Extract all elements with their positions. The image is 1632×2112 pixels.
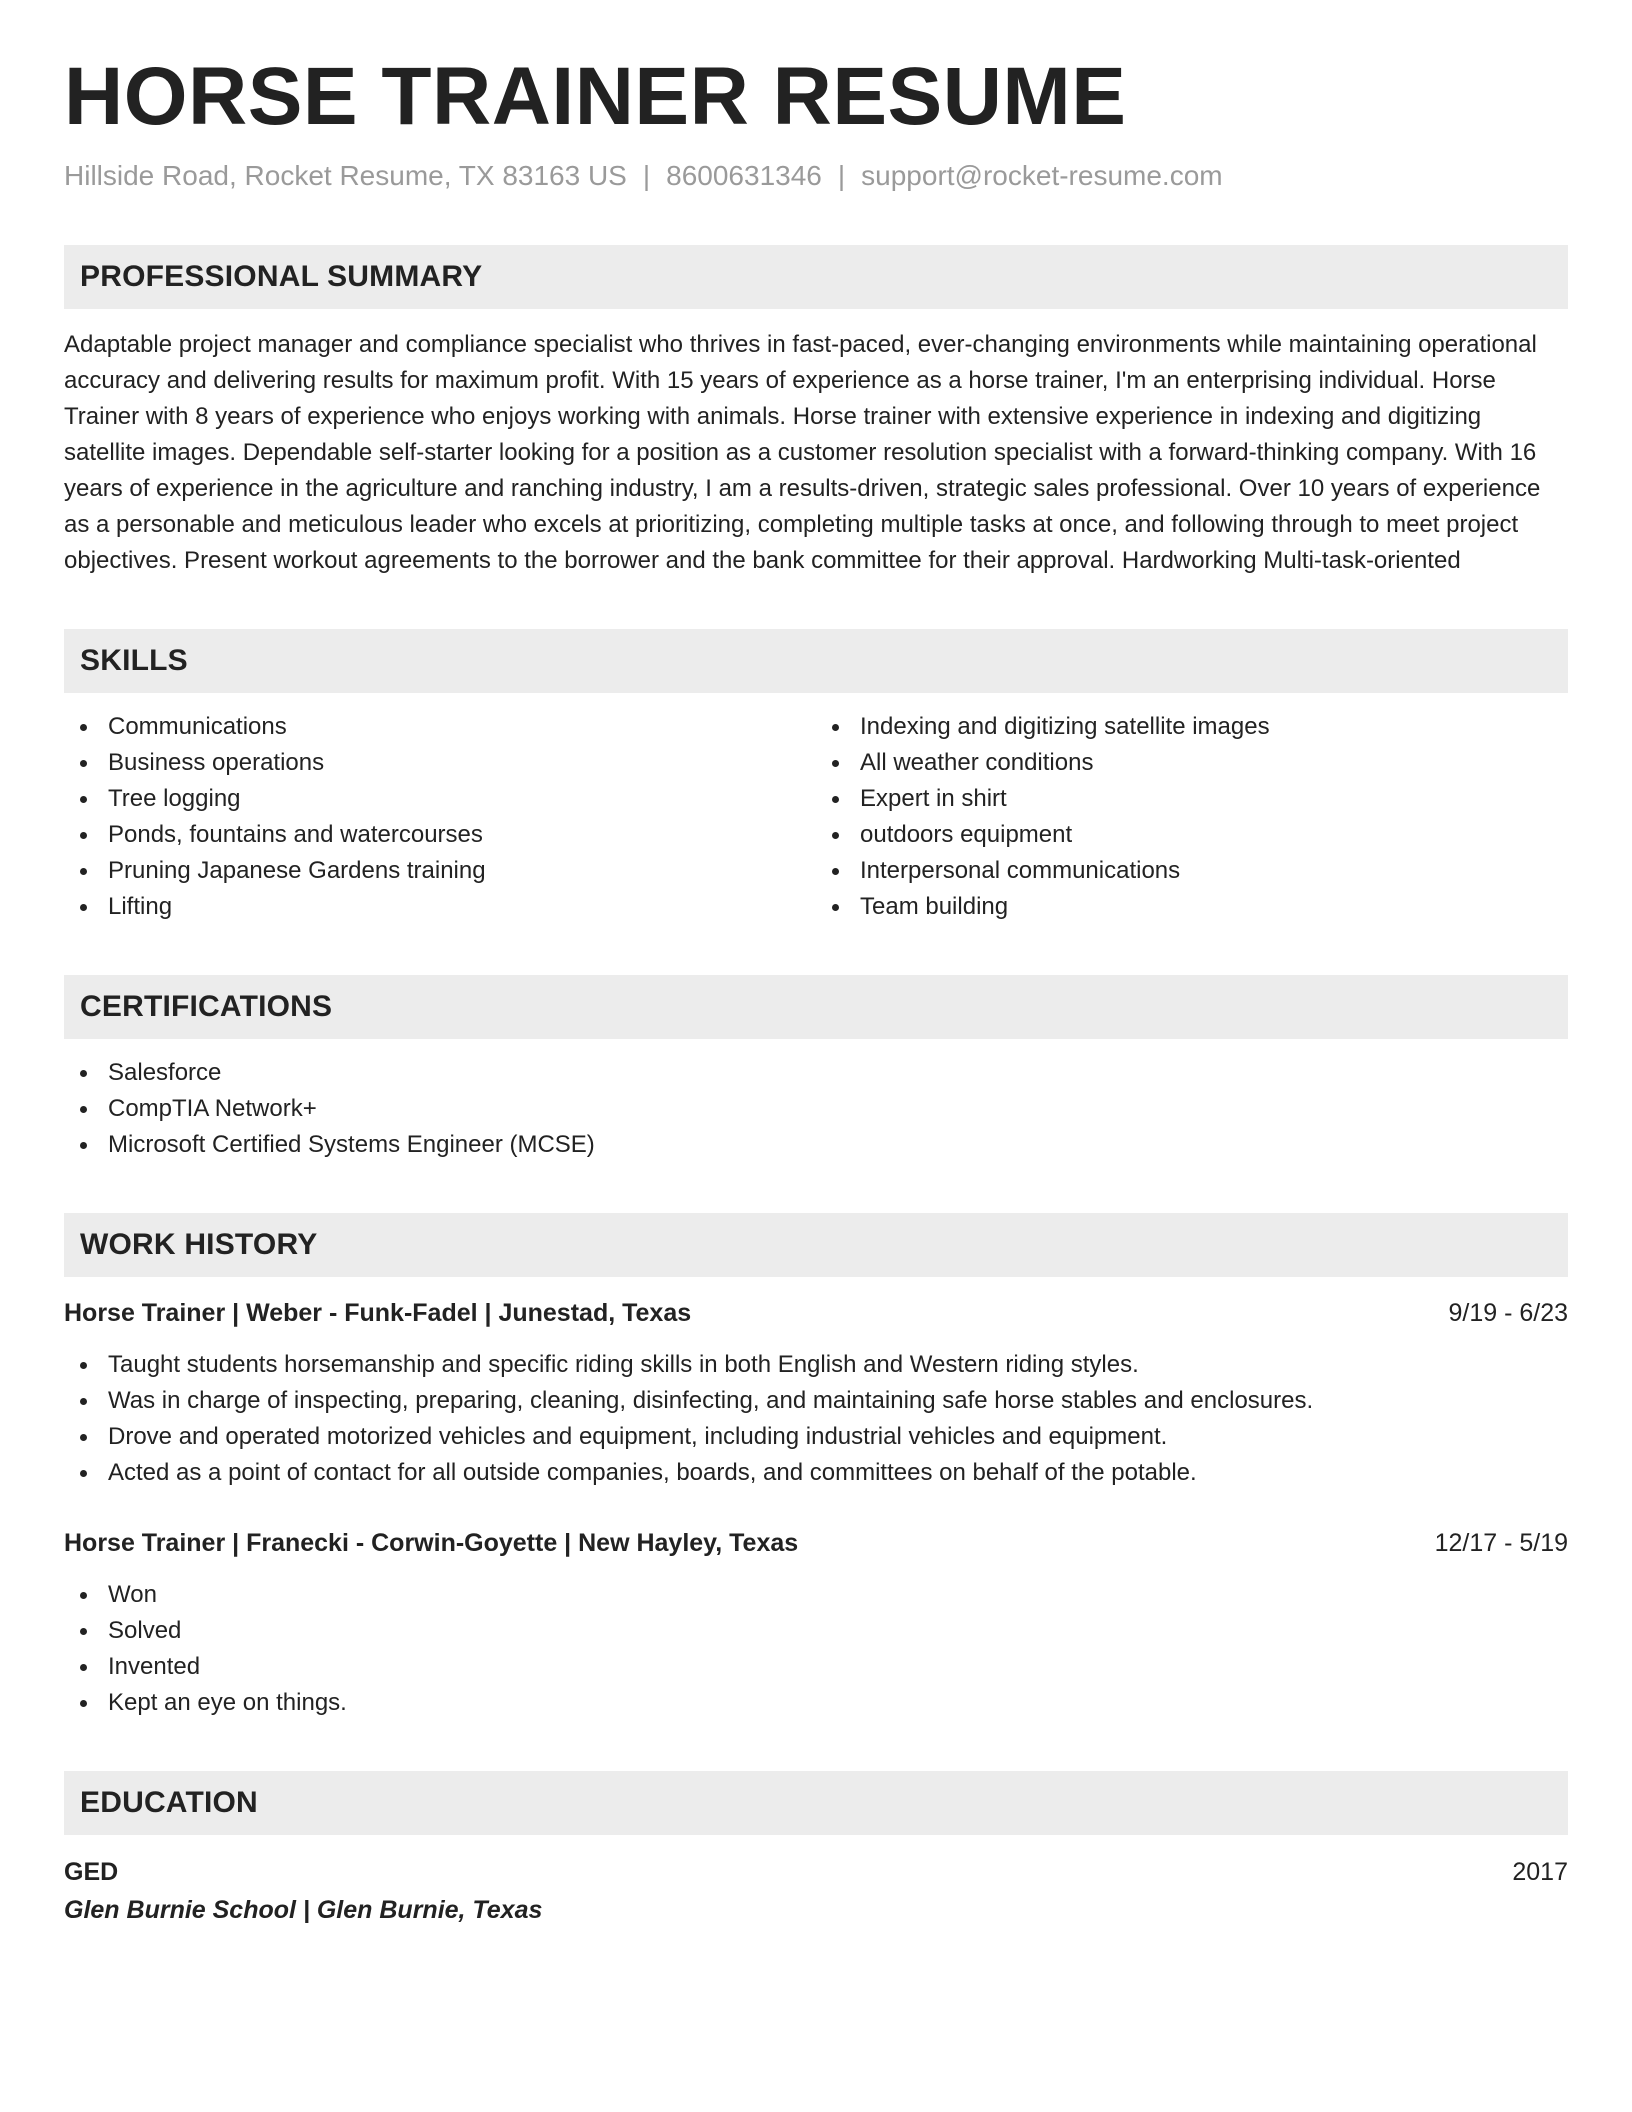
education-degree: GED (64, 1857, 119, 1886)
education-header (64, 1853, 1568, 1891)
contact-separator: | (837, 160, 846, 192)
skills-heading: SKILLS (80, 643, 188, 677)
contact-email: support@rocket-resume.com (861, 160, 1223, 192)
job-entry (64, 1295, 1568, 1491)
job-header (64, 1525, 1568, 1561)
education-section-header (64, 1771, 1568, 1835)
education-heading: EDUCATION (80, 1785, 258, 1819)
skills-column-left (64, 709, 816, 925)
education-school: Glen Burnie School | Glen Burnie, Texas (64, 1895, 543, 1924)
job-bullet: Drove and operated motorized vehicles and equipment, including industrial vehicles and equipment. (64, 1419, 1568, 1455)
job-dates: 12/17 - 5/19 (1434, 1528, 1568, 1557)
skill-item: Interpersonal communications (816, 853, 1568, 889)
skill-item: Expert in shirt (816, 781, 1568, 817)
job-bullet: Acted as a point of contact for all outside companies, boards, and committees on behalf of the potable. (64, 1455, 1568, 1491)
contact-phone: 8600631346 (666, 160, 822, 192)
contact-line (64, 158, 1568, 194)
skill-item: Ponds, fountains and watercourses (64, 817, 816, 853)
skill-item: Indexing and digitizing satellite images (816, 709, 1568, 745)
skill-item: Tree logging (64, 781, 816, 817)
work-section-header (64, 1213, 1568, 1277)
summary-text: Adaptable project manager and compliance specialist who thrives in fast-paced, ever-changing environments while maintaining operational accuracy and delivering results for maximum profit. With 15 years of experience as a horse trainer, I'm an enterprising individual. Horse Trainer with 8 years of experience who enjoys working with animals. Horse trainer with extensive experience in indexing and digitizing satellite images. Dependable self-starter looking for a position as a customer resolution specialist with a forward-thinking company. With 16 years of experience in the agriculture and ranching industry, I am a results-driven, strategic sales professional. Over 10 years of experience as a personable and meticulous leader who excels at prioritizing, completing multiple tasks at once, and following through to meet project objectives. Present workout agreements to the borrower and the bank committee for their approval. Hardworking Multi-task-oriented (64, 330, 1541, 574)
certifications-heading: CERTIFICATIONS (80, 989, 333, 1023)
job-title: Horse Trainer | Weber - Funk-Fadel | Junestad, Texas (64, 1298, 692, 1327)
skills-section-header (64, 629, 1568, 693)
skill-item: Pruning Japanese Gardens training (64, 853, 816, 889)
skill-item: outdoors equipment (816, 817, 1568, 853)
job-header (64, 1295, 1568, 1331)
job-bullet: Kept an eye on things. (64, 1685, 1568, 1721)
skill-item: Lifting (64, 889, 816, 925)
work-heading: WORK HISTORY (80, 1227, 318, 1261)
skills-list (64, 709, 1568, 925)
certification-item: Salesforce (64, 1055, 1568, 1091)
summary-heading: PROFESSIONAL SUMMARY (80, 259, 483, 293)
job-bullet: Invented (64, 1649, 1568, 1685)
job-bullets (64, 1347, 1568, 1491)
skill-item: Communications (64, 709, 816, 745)
certifications-section-header (64, 975, 1568, 1039)
job-bullet: Won (64, 1577, 1568, 1613)
resume-title: HORSE TRAINER RESUME (64, 51, 1127, 142)
job-dates: 9/19 - 6/23 (1448, 1298, 1568, 1327)
job-bullet: Was in charge of inspecting, preparing, cleaning, disinfecting, and maintaining safe horse stables and enclosures. (64, 1383, 1568, 1419)
job-bullet: Solved (64, 1613, 1568, 1649)
contact-address: Hillside Road, Rocket Resume, TX 83163 US (64, 160, 627, 192)
skill-item: Business operations (64, 745, 816, 781)
job-title: Horse Trainer | Franecki - Corwin-Goyette | New Hayley, Texas (64, 1528, 799, 1557)
summary-section-header (64, 245, 1568, 309)
education-year: 2017 (1512, 1857, 1568, 1886)
job-bullets (64, 1577, 1568, 1721)
job-bullet: Taught students horsemanship and specific riding skills in both English and Western riding styles. (64, 1347, 1568, 1383)
skill-item: Team building (816, 889, 1568, 925)
skill-item: All weather conditions (816, 745, 1568, 781)
certifications-list (64, 1055, 1568, 1163)
contact-separator: | (642, 160, 651, 192)
job-entry (64, 1525, 1568, 1721)
education-entry (64, 1853, 1568, 1929)
skills-column-right (816, 709, 1568, 925)
certification-item: CompTIA Network+ (64, 1091, 1568, 1127)
certification-item: Microsoft Certified Systems Engineer (MCSE) (64, 1127, 1568, 1163)
